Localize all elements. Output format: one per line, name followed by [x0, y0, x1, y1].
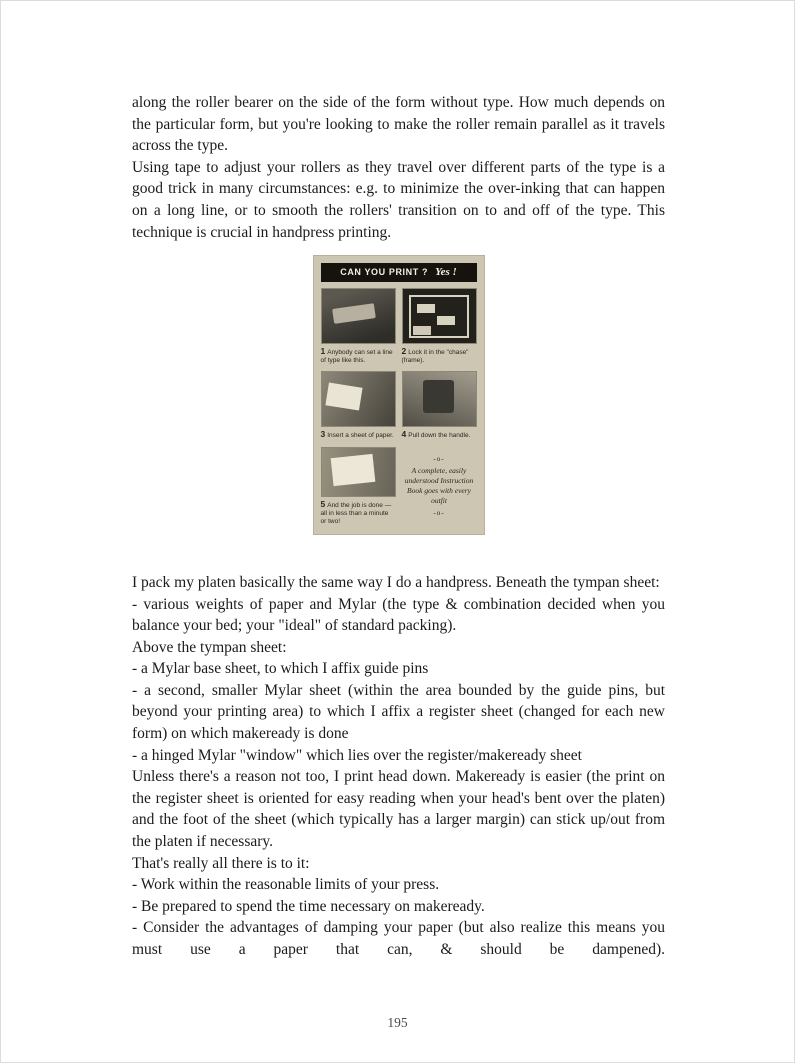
paragraph: - a second, smaller Mylar sheet (within the area bounded by the guide pins, but beyond your printing area) to which I affix a register sheet (changed for each new form) on which makeready is done [132, 681, 665, 743]
paragraph: I pack my platen basically the same way I do a handpress. Beneath the tympan sheet: [132, 573, 660, 591]
paragraph: Above the tympan sheet: [132, 638, 287, 656]
panel-caption-text: Insert a sheet of paper. [327, 432, 394, 440]
panel-caption-text: Lock it in the "chase" (frame). [401, 349, 469, 365]
panel-caption-text: Anybody can set a line of type like this. [320, 349, 393, 365]
squiggle-divider: -o- [433, 509, 445, 518]
paragraph: That's really all there is to it: [132, 854, 310, 872]
panel-number: 2 [401, 346, 407, 357]
panel-number: 1 [320, 346, 326, 357]
panel-caption [321, 346, 396, 365]
panel-number: 3 [320, 429, 326, 440]
panel-caption-text: Pull down the handle. [408, 432, 471, 440]
panel-photo-paper [321, 371, 396, 427]
paragraph: Using tape to adjust your rollers as they travel over different parts of the type is a good trick in many circumstances: e.g. to minimize the over-inking that can happen on a long line, or to smooth the rollers' transition on to and off of the type. This technique is crucial in handpress printing. [132, 158, 665, 241]
panel-caption-text: And the job is done — all in less than a minute or two! [320, 501, 392, 525]
advert-yes-accent: Yes ! [435, 266, 457, 279]
panel-number: 5 [320, 498, 326, 509]
panel-photo-handle [402, 371, 477, 427]
advert-panel-grid [321, 288, 477, 526]
panel-photo-typesetting [321, 288, 396, 344]
panel-caption [321, 429, 396, 440]
panel-number: 4 [401, 429, 407, 440]
instruction-note-text: A complete, easily understood Instruction Book goes with every outfit [404, 465, 474, 506]
instruction-note [402, 447, 477, 526]
advert-panel-3 [321, 371, 396, 440]
squiggle-divider: -o- [433, 454, 445, 463]
paragraph: - a Mylar base sheet, to which I affix guide pins [132, 660, 429, 678]
panel-photo-chase [402, 288, 477, 344]
paragraph: - Be prepared to spend the time necessary on makeready. [132, 897, 485, 915]
paragraph: Unless there's a reason not too, I print head down. Makeready is easier (the print on the register sheet is oriented for easy reading when your head's bent over the platen) and the foot of the sheet (which typically has a larger margin) can stick up/out from the platen if necessary. [132, 768, 665, 851]
advert-panel-1 [321, 288, 396, 365]
advert-panel-4 [402, 371, 477, 440]
advert-title: CAN YOU PRINT ? [340, 267, 429, 278]
panel-caption [402, 346, 477, 365]
paragraph: - various weights of paper and Mylar (the type & combination decided when you balance your bed; your "ideal" of standard packing). [132, 595, 665, 635]
advert-header [321, 263, 477, 282]
paragraph: - a hinged Mylar "window" which lies over the register/makeready sheet [132, 746, 582, 764]
advert-panel-2 [402, 288, 477, 365]
paragraph: - Work within the reasonable limits of your press. [132, 876, 440, 894]
paragraph: along the roller bearer on the side of the form without type. How much depends on the particular form, but you're looking to make the roller remain parallel as it travels across the type. [132, 94, 665, 155]
paragraph: - Consider the advantages of damping your paper (but also realize this means you must use a paper that can, & should be dampened). [132, 919, 665, 958]
panel-caption [321, 499, 396, 526]
advert-panel-5 [321, 447, 396, 526]
advert-figure [314, 256, 484, 534]
page-number: 195 [387, 1015, 408, 1030]
panel-caption [402, 429, 477, 440]
panel-photo-finished-sheet [321, 447, 396, 497]
body-text [132, 92, 665, 961]
